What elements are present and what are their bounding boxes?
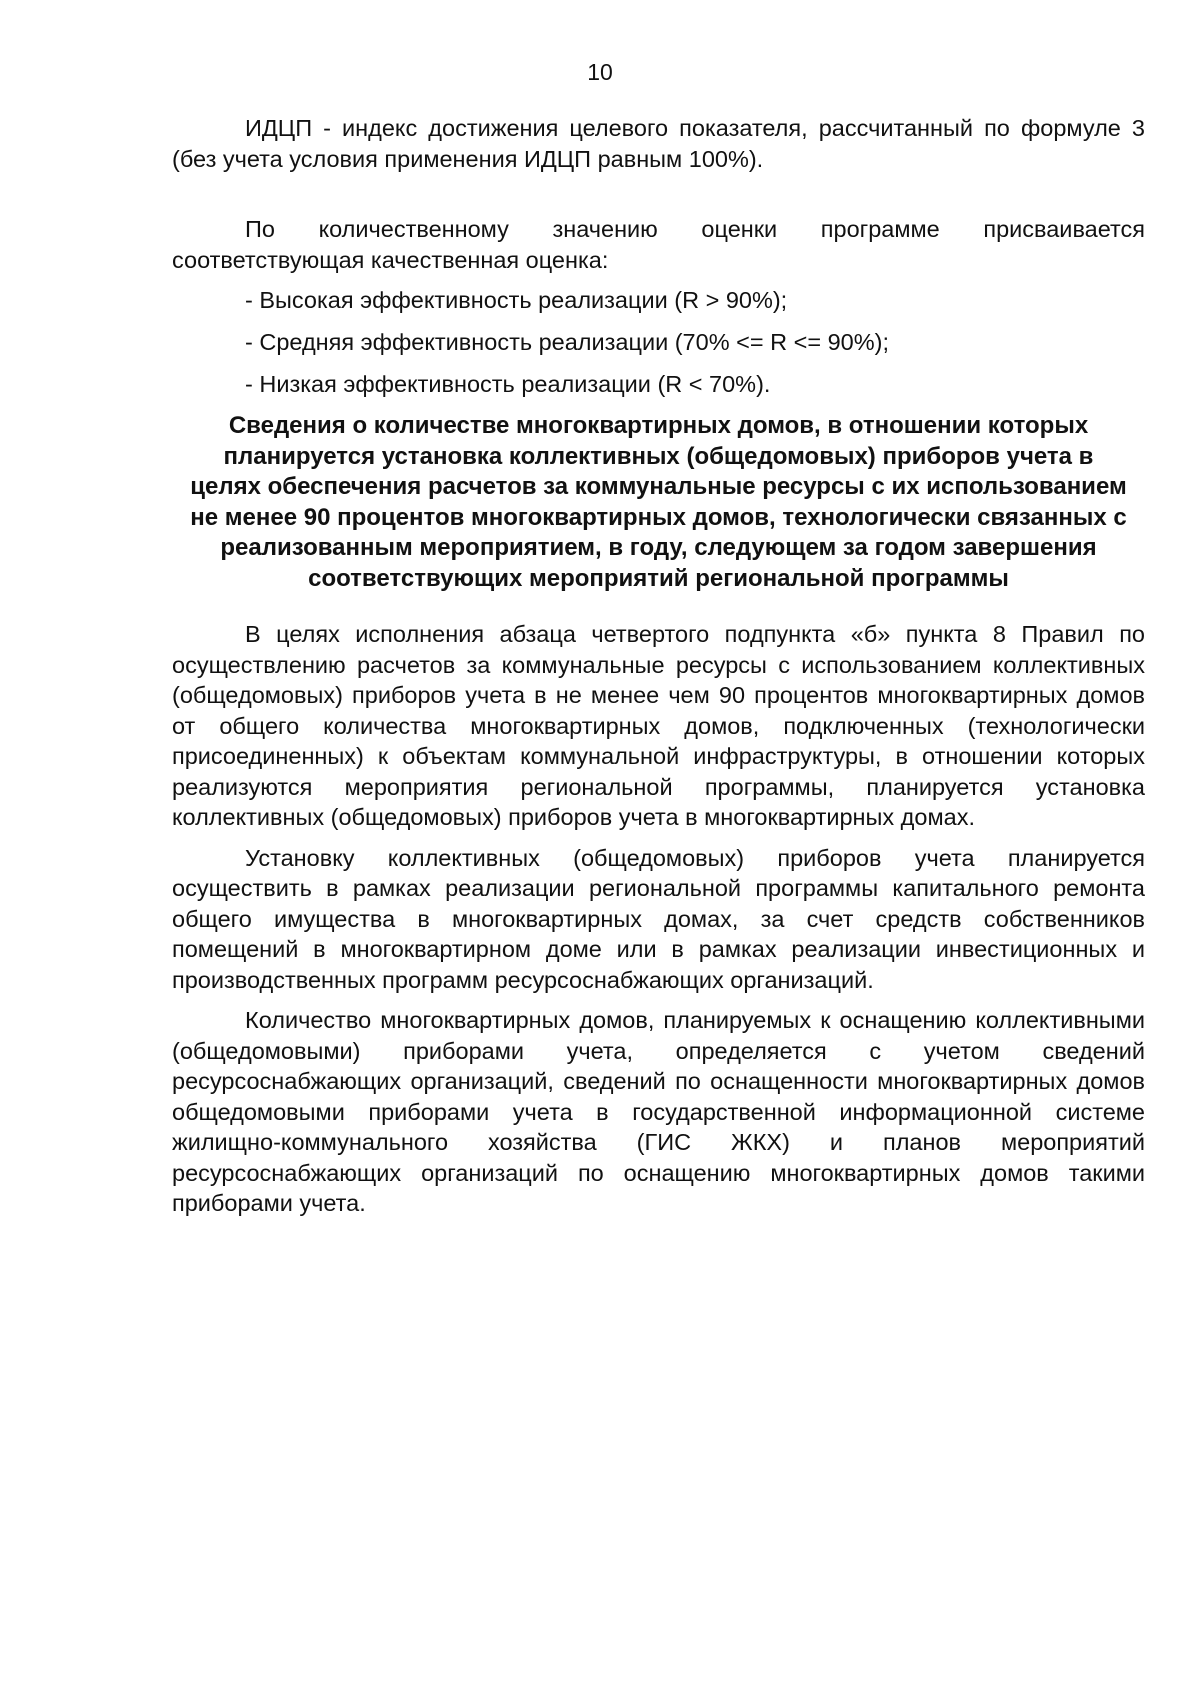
rating-list (172, 285, 1145, 399)
section-heading: Сведения о количестве многоквартирных домов, в отношении которых планируется установка коллективных (общедомовых) приборов учета в целях обеспечения расчетов за коммунальные ресурсы с их использованием не менее 90 процентов многоквартирных домов, технологически связанных с реализованным мероприятием, в году, следующем за годом завершения соответствующих мероприятий региональной программы (190, 412, 1127, 592)
page-content (172, 113, 1145, 1219)
rating-item-low: - Низкая эффективность реализации (R < 70%). (245, 371, 771, 397)
idcp-definition-paragraph: ИДЦП - индекс достижения целевого показателя, рассчитанный по формуле 3 (без учета условия применения ИДЦП равным 100%). (172, 115, 1145, 172)
body-paragraph: Количество многоквартирных домов, планируемых к оснащению коллективными (общедомовыми) приборами учета, определяется с учетом сведений ресурсоснабжающих организаций, сведений по оснащенности многоквартирных домов общедомовыми приборами учета в государственной информационной системе жилищно-коммунального хозяйства (ГИС ЖКХ) и планов мероприятий ресурсоснабжающих организаций по оснащению многоквартирных домов такими приборами учета. (172, 1007, 1145, 1216)
page-number: 10 (587, 59, 613, 85)
body-paragraph: Установку коллективных (общедомовых) приборов учета планируется осуществить в рамках реализации региональной программы капитального ремонта общего имущества в многоквартирных домах, за счет средств собственников помещений в многоквартирном доме или в рамках реализации инвестиционных и производственных программ ресурсоснабжающих организаций. (172, 844, 1145, 993)
assessment-intro-paragraph: По количественному значению оценки программе присваивается соответствующая качественная оценка: (172, 216, 1145, 273)
rating-item-high: - Высокая эффективность реализации (R > 90%); (245, 287, 788, 313)
rating-item-medium: - Средняя эффективность реализации (70% <= R <= 90%); (245, 329, 889, 355)
body-paragraph: В целях исполнения абзаца четвертого подпункта «б» пункта 8 Правил по осуществлению расчетов за коммунальные ресурсы с использованием коллективных (общедомовых) приборов учета в не менее чем 90 процентов многоквартирных домов от общего количества многоквартирных домов, подключенных (технологически присоединенных) к объектам коммунальной инфраструктуры, в отношении которых реализуются мероприятия региональной программы, планируется установка коллективных (общедомовых) приборов учета в многоквартирных домах. (172, 621, 1145, 830)
